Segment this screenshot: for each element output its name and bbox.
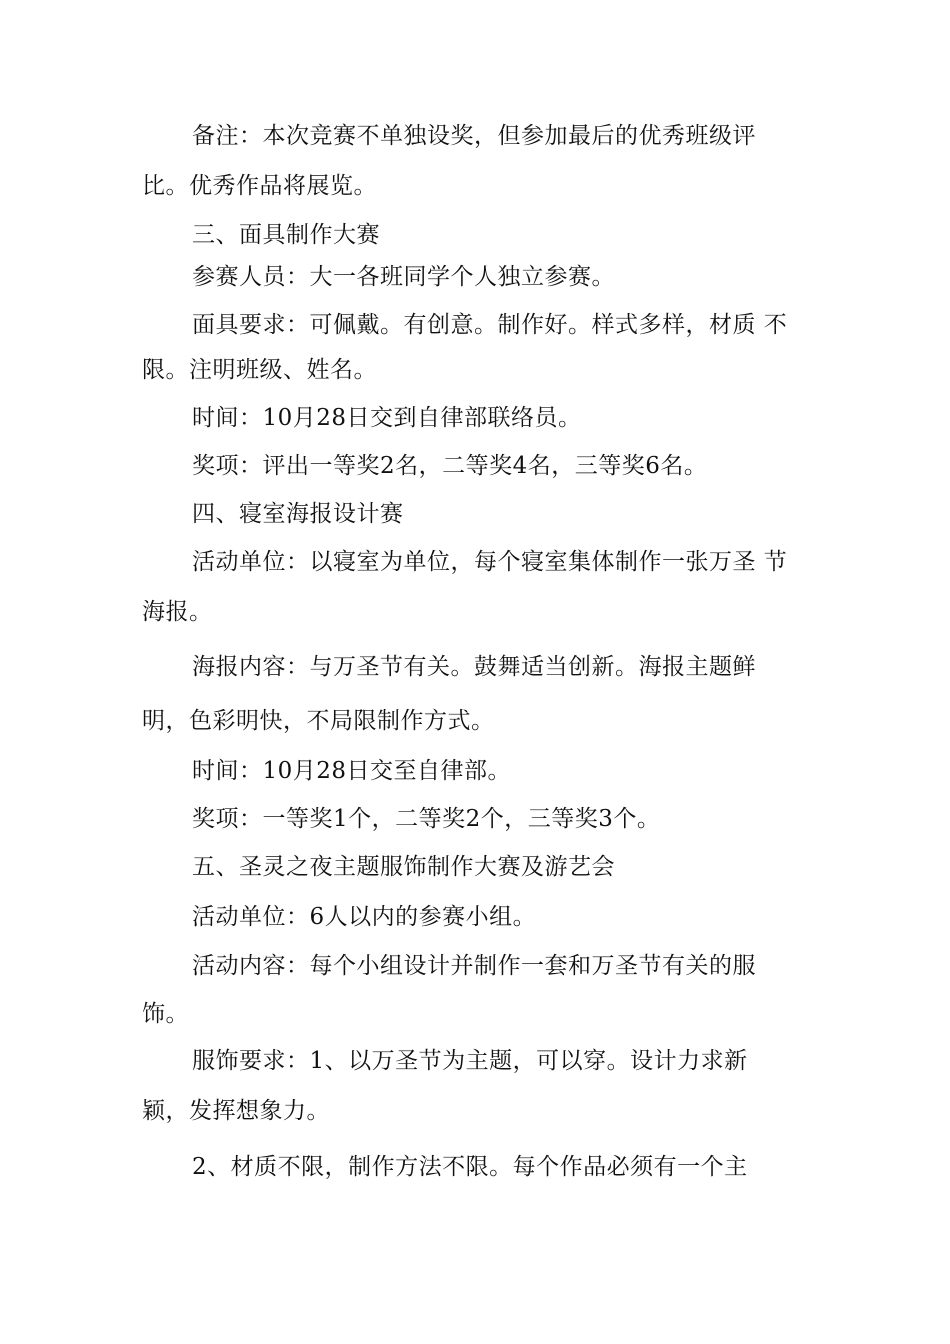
paragraph-line: 限。注明班级、姓名。 — [142, 357, 377, 383]
paragraph-line: 参赛人员：大一各班同学个人独立参赛。 — [192, 264, 615, 290]
paragraph-line: 时间：10月28日交至自律部。 — [192, 758, 512, 784]
paragraph-line: 2、材质不限，制作方法不限。每个作品必须有一个主 — [192, 1154, 748, 1180]
paragraph-line: 面具要求：可佩戴。有创意。制作好。样式多样，材质 不 — [192, 312, 788, 338]
paragraph-line: 海报内容：与万圣节有关。鼓舞适当创新。海报主题鲜 — [192, 654, 756, 680]
paragraph-line: 活动单位：6人以内的参赛小组。 — [192, 904, 537, 930]
paragraph-line: 时间：10月28日交到自律部联络员。 — [192, 405, 582, 431]
paragraph-line: 奖项：评出一等奖2名，二等奖4名，三等奖6名。 — [192, 453, 708, 479]
paragraph-line: 比。优秀作品将展览。 — [142, 173, 377, 199]
paragraph-line: 奖项：一等奖1个，二等奖2个，三等奖3个。 — [192, 806, 661, 832]
paragraph-line: 明，色彩明快，不局限制作方式。 — [142, 708, 495, 734]
paragraph-line: 备注：本次竞赛不单独设奖，但参加最后的优秀班级评 — [192, 123, 756, 149]
paragraph-line: 饰。 — [142, 1001, 189, 1027]
paragraph-line: 海报。 — [142, 599, 213, 625]
paragraph-line: 活动单位：以寝室为单位，每个寝室集体制作一张万圣 节 — [192, 549, 788, 575]
paragraph-line: 颖，发挥想象力。 — [142, 1098, 330, 1124]
paragraph-line: 服饰要求：1、以万圣节为主题，可以穿。设计力求新 — [192, 1048, 748, 1074]
paragraph-line: 活动内容：每个小组设计并制作一套和万圣节有关的服 — [192, 953, 756, 979]
section-heading: 五、圣灵之夜主题服饰制作大赛及游艺会 — [192, 854, 615, 880]
section-heading: 四、寝室海报设计赛 — [192, 501, 404, 527]
section-heading: 三、面具制作大赛 — [192, 222, 380, 248]
